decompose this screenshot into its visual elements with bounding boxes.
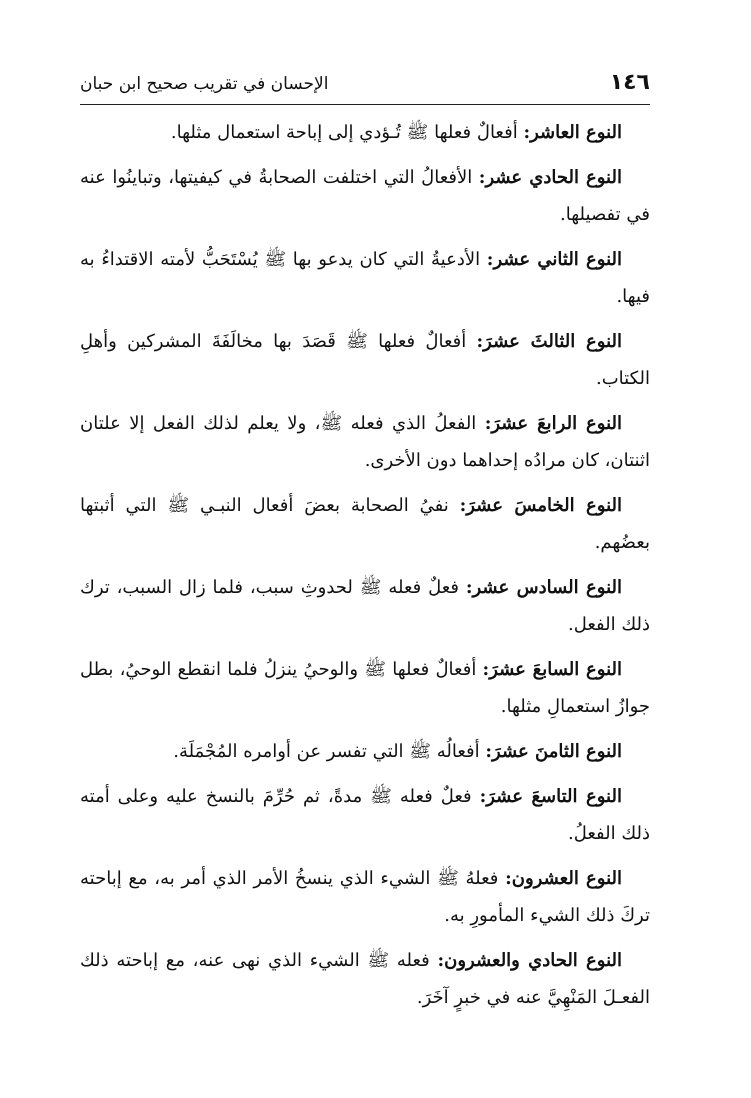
body-text — [80, 114, 650, 1024]
paragraph-label: النوع الثالثَ عشرَ: — [476, 331, 622, 352]
paragraph-text: فعلٌ فعله ﷺ مدةً، ثم حُرِّمَ بالنسخ عليه وعلى أمته ذلك الفعلُ. — [80, 786, 650, 844]
paragraph-text: فعله ﷺ الشيء الذي نهى عنه، مع إباحته ذلك الفعـلَ المَنْهِيَّ عنه في خبرٍ آخَرَ. — [80, 950, 650, 1008]
paragraph-13 — [80, 323, 650, 397]
paragraph-16 — [80, 569, 650, 643]
page-number: ١٤٦ — [609, 70, 650, 95]
paragraph-text: أفعالٌ فعلها ﷺ قَصَدَ بها مخالَفَةَ المشركين وأهلِ الكتاب. — [80, 331, 650, 389]
paragraph-label: النوع الرابعَ عشرَ: — [484, 413, 622, 434]
paragraph-label: النوع السادس عشر: — [465, 577, 622, 598]
paragraph-label: النوع السابعَ عشرَ: — [482, 659, 622, 680]
header-rule — [80, 104, 650, 105]
paragraph-14 — [80, 405, 650, 479]
paragraph-label: النوع الحادي عشر: — [478, 167, 622, 188]
paragraph-20 — [80, 860, 650, 934]
paragraph-21 — [80, 942, 650, 1016]
paragraph-text: فعلهُ ﷺ الشيء الذي ينسخُ الأمر الذي أمر به، مع إباحته تركَ ذلك الشيء المأمورِ به. — [80, 868, 650, 926]
paragraph-18 — [80, 733, 650, 770]
paragraph-label: النوع الثامنَ عشرَ: — [485, 741, 622, 762]
paragraph-text: فعلٌ فعله ﷺ لحدوثِ سبب، فلما زال السبب، ترك ذلك الفعل. — [80, 577, 650, 635]
paragraph-label: النوع العشرون: — [505, 868, 623, 889]
paragraph-text: أفعالُه ﷺ التي تفسر عن أوامره المُجْمَلَة. — [173, 741, 480, 762]
paragraph-label: النوع الحادي والعشرون: — [437, 950, 623, 971]
paragraph-text: الفعلُ الذي فعله ﷺ، ولا يعلم لذلك الفعل إلا علتان اثنتان، كان مرادُه إحداهما دون الأخرى. — [80, 413, 650, 471]
paragraph-12 — [80, 241, 650, 315]
running-head — [80, 66, 650, 102]
paragraph-17 — [80, 651, 650, 725]
paragraph-label: النوع الثاني عشر: — [486, 249, 622, 270]
paragraph-10 — [80, 114, 650, 151]
paragraph-11 — [80, 159, 650, 233]
paragraph-text: نفيُ الصحابة بعضَ أفعال النبـي ﷺ التي أثبتها بعضُهم. — [80, 495, 650, 553]
paragraph-15 — [80, 487, 650, 561]
paragraph-text: الأفعالُ التي اختلفت الصحابةُ في كيفيتها، وتباينُوا عنه في تفصيلها. — [80, 167, 650, 225]
paragraph-label: النوع التاسعَ عشرَ: — [479, 786, 622, 807]
paragraph-text: الأدعيةُ التي كان يدعو بها ﷺ يُسْتَحَبُّ لأمته الاقتداءُ به فيها. — [80, 249, 650, 307]
paragraph-label: النوع العاشر: — [523, 122, 622, 143]
paragraph-label: النوع الخامسَ عشرَ: — [459, 495, 622, 516]
paragraph-text: أفعالٌ فعلها ﷺ والوحيُ ينزلُ فلما انقطع الوحيُ، بطل جوازُ استعمالِ مثلها. — [80, 659, 650, 717]
paragraph-text: أفعالٌ فعلها ﷺ تُـؤدي إلى إباحة استعمال مثلها. — [170, 122, 518, 143]
running-title: الإحسان في تقريب صحيح ابن حبان — [80, 74, 329, 94]
paragraph-19 — [80, 778, 650, 852]
